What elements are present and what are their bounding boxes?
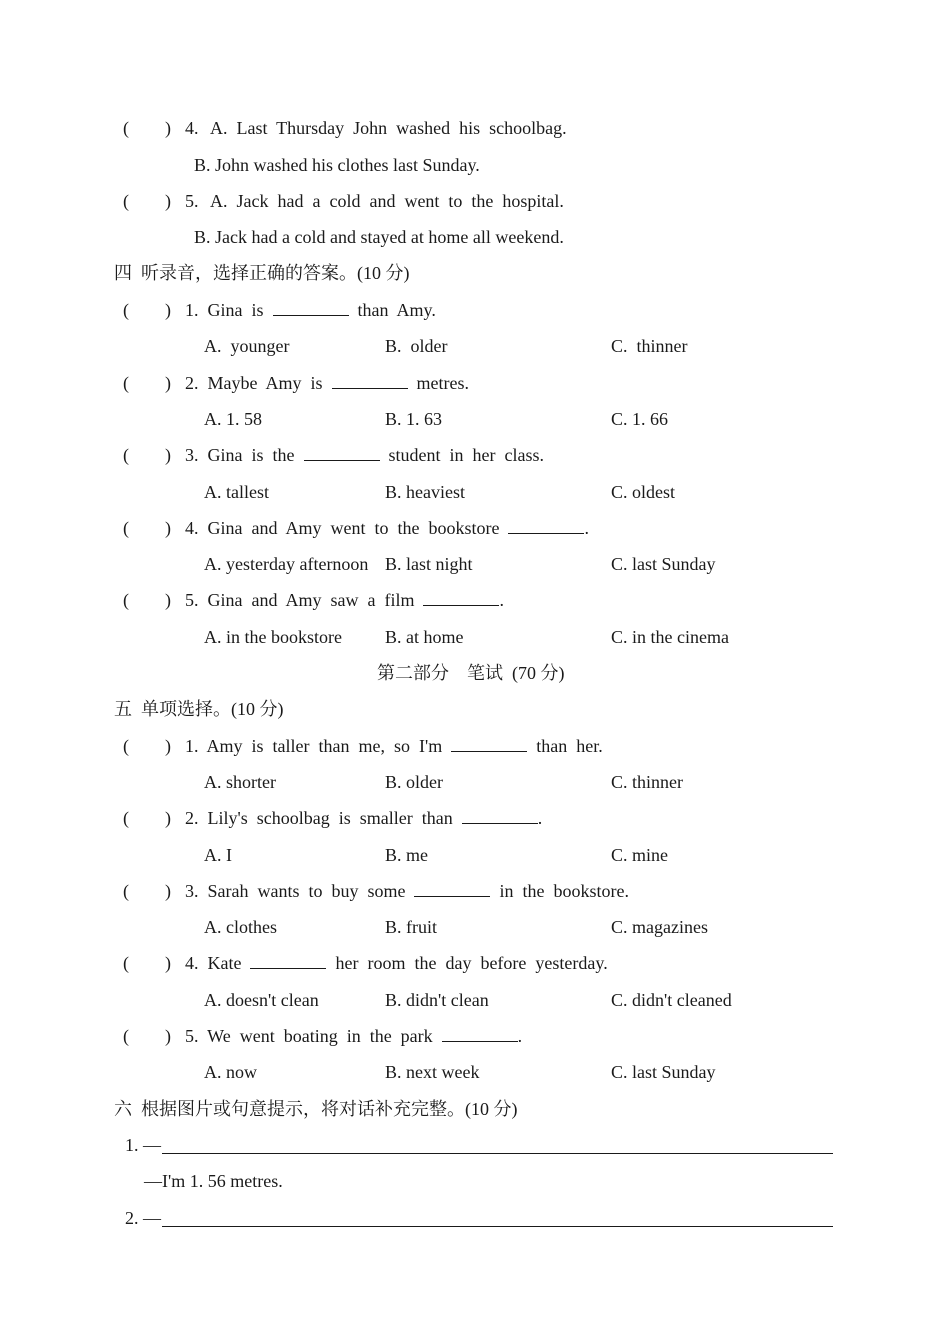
- option-a: A. yesterday afternoon: [204, 554, 369, 574]
- question-stem: 2. Lily's schoolbag is smaller than .: [185, 808, 543, 828]
- question-stem: 4. Gina and Amy went to the bookstore .: [185, 518, 589, 538]
- section-5-title: 五 单项选择。(10 分): [114, 699, 284, 719]
- written-part-header: 第二部分 笔试 (70 分): [377, 663, 565, 683]
- option-b: B. last night: [385, 554, 473, 574]
- option-c: C. thinner: [611, 336, 688, 356]
- answer-paren[interactable]: ( ): [123, 736, 171, 756]
- option-c: C. didn't cleaned: [611, 990, 732, 1010]
- dialogue-response: —I'm 1. 56 metres.: [144, 1171, 283, 1191]
- option-b: B. John washed his clothes last Sunday.: [194, 155, 480, 175]
- answer-blank[interactable]: [332, 372, 408, 389]
- option-c: C. in the cinema: [611, 627, 729, 647]
- option-a: A. clothes: [204, 917, 277, 937]
- option-a: A. now: [204, 1062, 257, 1082]
- answer-blank[interactable]: [442, 1025, 518, 1042]
- question-stem: 5. We went boating in the park .: [185, 1026, 523, 1046]
- option-a: A. 1. 58: [204, 409, 262, 429]
- question-stem: 1. Amy is taller than me, so I'm than her.: [185, 736, 603, 756]
- item-number: 1. —: [125, 1135, 161, 1155]
- question-stem: 5. Gina and Amy saw a film .: [185, 590, 504, 610]
- option-b: B. Jack had a cold and stayed at home all weekend.: [194, 227, 564, 247]
- option-a: A. shorter: [204, 772, 276, 792]
- question-number: 4.: [185, 118, 199, 138]
- option-b: B. next week: [385, 1062, 480, 1082]
- answer-blank[interactable]: [508, 517, 584, 534]
- option-a: A. I: [204, 845, 232, 865]
- answer-blank[interactable]: [304, 444, 380, 461]
- answer-blank[interactable]: [423, 589, 499, 606]
- option-a: A. Jack had a cold and went to the hospital.: [210, 191, 564, 211]
- option-b: B. 1. 63: [385, 409, 443, 429]
- question-stem: 3. Sarah wants to buy some in the bookstore.: [185, 881, 629, 901]
- option-b: B. didn't clean: [385, 990, 489, 1010]
- answer-blank[interactable]: [414, 880, 490, 897]
- option-b: B. heaviest: [385, 482, 465, 502]
- option-c: C. oldest: [611, 482, 676, 502]
- answer-blank[interactable]: [462, 807, 538, 824]
- option-a: A. younger: [204, 336, 290, 356]
- answer-paren[interactable]: ( ): [123, 518, 171, 538]
- answer-paren[interactable]: ( ): [123, 373, 171, 393]
- option-b: B. older: [385, 336, 448, 356]
- answer-blank[interactable]: [273, 299, 349, 316]
- option-c: C. mine: [611, 845, 668, 865]
- option-c: C. 1. 66: [611, 409, 669, 429]
- answer-paren[interactable]: ( ): [123, 118, 171, 138]
- answer-paren[interactable]: ( ): [123, 590, 171, 610]
- question-stem: 4. Kate her room the day before yesterday.: [185, 953, 608, 973]
- option-b: B. fruit: [385, 917, 437, 937]
- answer-paren[interactable]: ( ): [123, 953, 171, 973]
- answer-paren[interactable]: ( ): [123, 1026, 171, 1046]
- answer-paren[interactable]: ( ): [123, 445, 171, 465]
- option-c: C. thinner: [611, 772, 683, 792]
- option-a: A. Last Thursday John washed his schoolbag.: [210, 118, 567, 138]
- question-number: 5.: [185, 191, 199, 211]
- option-b: B. me: [385, 845, 428, 865]
- option-a: A. tallest: [204, 482, 269, 502]
- question-stem: 1. Gina is than Amy.: [185, 300, 436, 320]
- section-6-title: 六 根据图片或句意提示，将对话补充完整。(10 分): [114, 1099, 518, 1119]
- option-c: C. last Sunday: [611, 1062, 716, 1082]
- option-c: C. magazines: [611, 917, 708, 937]
- section-4-title: 四 听录音，选择正确的答案。(10 分): [114, 263, 410, 283]
- item-number: 2. —: [125, 1208, 161, 1228]
- option-b: B. at home: [385, 627, 464, 647]
- option-b: B. older: [385, 772, 443, 792]
- option-a: A. in the bookstore: [204, 627, 342, 647]
- answer-paren[interactable]: ( ): [123, 808, 171, 828]
- answer-line[interactable]: [162, 1226, 833, 1227]
- answer-paren[interactable]: ( ): [123, 191, 171, 211]
- answer-blank[interactable]: [250, 952, 326, 969]
- answer-blank[interactable]: [451, 735, 527, 752]
- question-stem: 2. Maybe Amy is metres.: [185, 373, 469, 393]
- answer-paren[interactable]: ( ): [123, 300, 171, 320]
- answer-line[interactable]: [162, 1153, 833, 1154]
- option-c: C. last Sunday: [611, 554, 716, 574]
- question-stem: 3. Gina is the student in her class.: [185, 445, 544, 465]
- answer-paren[interactable]: ( ): [123, 881, 171, 901]
- option-a: A. doesn't clean: [204, 990, 319, 1010]
